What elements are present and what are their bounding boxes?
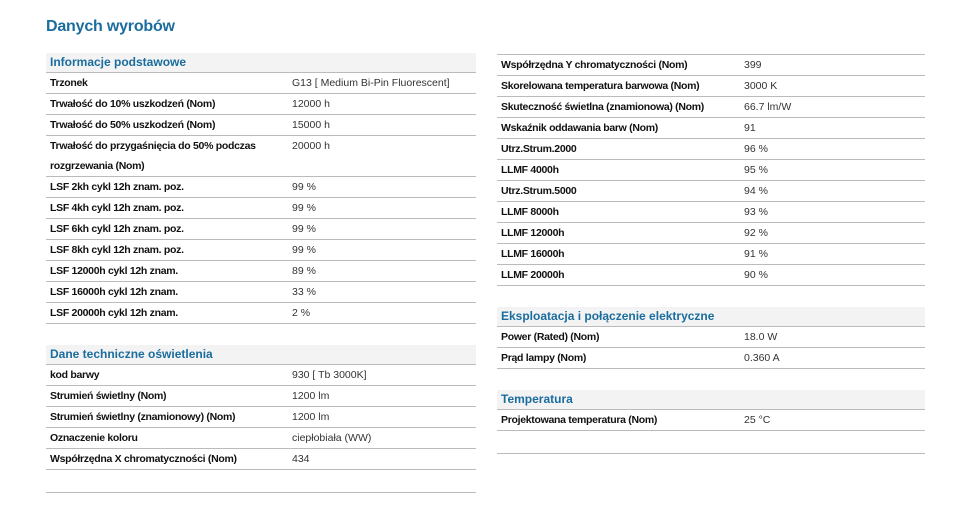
- row-value: 90 %: [744, 269, 768, 281]
- row-value: 93 %: [744, 206, 768, 218]
- section-basic-info: [46, 53, 476, 324]
- row-value: 930 [ Tb 3000K]: [292, 369, 367, 381]
- table-row: [497, 348, 925, 369]
- row-value: 1200 lm: [292, 390, 330, 402]
- row-value: 99 %: [292, 202, 316, 214]
- row-label: Trwałość do 10% uszkodzeń (Nom): [50, 98, 216, 110]
- row-value: 91: [744, 122, 756, 134]
- row-label: LSF 4kh cykl 12h znam. poz.: [50, 202, 184, 214]
- table-row: [497, 118, 925, 139]
- table-row: [46, 407, 476, 428]
- table-row: [497, 244, 925, 265]
- row-label: LLMF 8000h: [501, 206, 559, 218]
- row-label: Utrz.Strum.5000: [501, 185, 577, 197]
- row-label: LSF 6kh cykl 12h znam. poz.: [50, 223, 184, 235]
- row-value: 33 %: [292, 286, 316, 298]
- table-row: [497, 76, 925, 97]
- table-row: [497, 160, 925, 181]
- row-label: Wskaźnik oddawania barw (Nom): [501, 122, 658, 134]
- table-row: [46, 449, 476, 470]
- section-heading: Dane techniczne oświetlenia: [46, 345, 476, 365]
- row-value: 95 %: [744, 164, 768, 176]
- section-temperature: [497, 390, 925, 454]
- table-row: [46, 198, 476, 219]
- section-heading: Eksploatacja i połączenie elektryczne: [497, 307, 925, 327]
- table-row: [497, 139, 925, 160]
- table-row: [497, 265, 925, 286]
- row-label: Trwałość do 50% uszkodzeń (Nom): [50, 119, 216, 131]
- row-label: LLMF 4000h: [501, 164, 559, 176]
- section-lighting-continued: [497, 53, 925, 286]
- row-value: 0.360 A: [744, 352, 780, 364]
- row-value: ciepłobiała (WW): [292, 432, 372, 444]
- row-label: Trzonek: [50, 77, 88, 89]
- row-label: Współrzędna Y chromatyczności (Nom): [501, 59, 688, 71]
- section-heading: Temperatura: [497, 390, 925, 410]
- table-row: [497, 223, 925, 244]
- table-row: [46, 365, 476, 386]
- row-value: 99 %: [292, 223, 316, 235]
- right-column: [497, 53, 925, 475]
- row-label: Oznaczenie koloru: [50, 432, 138, 444]
- table-row: [497, 410, 925, 431]
- row-value: G13 [ Medium Bi-Pin Fluorescent]: [292, 77, 450, 89]
- section-electrical: [497, 307, 925, 369]
- table-row: [46, 386, 476, 407]
- row-value: 92 %: [744, 227, 768, 239]
- row-value: 66.7 lm/W: [744, 101, 792, 113]
- row-label: Strumień świetlny (znamionowy) (Nom): [50, 411, 236, 423]
- row-label: LSF 12000h cykl 12h znam.: [50, 265, 178, 277]
- table-row: [46, 115, 476, 136]
- row-label: Współrzędna X chromatyczności (Nom): [50, 453, 237, 465]
- row-value: 25 °C: [744, 414, 771, 426]
- left-column: [46, 53, 476, 514]
- table-row: [497, 202, 925, 223]
- table-row: [497, 327, 925, 348]
- row-value: 15000 h: [292, 119, 330, 131]
- row-value: 18.0 W: [744, 331, 778, 343]
- row-label: Projektowana temperatura (Nom): [501, 414, 658, 426]
- row-value: 89 %: [292, 265, 316, 277]
- table-row: [497, 181, 925, 202]
- row-label: LLMF 16000h: [501, 248, 565, 260]
- row-value: 91 %: [744, 248, 768, 260]
- row-label: LSF 16000h cykl 12h znam.: [50, 286, 178, 298]
- row-value: 434: [292, 453, 310, 465]
- section-heading: Informacje podstawowe: [46, 53, 476, 73]
- row-label: Skuteczność świetlna (znamionowa) (Nom): [501, 101, 704, 113]
- row-label: LLMF 12000h: [501, 227, 565, 239]
- row-value: 99 %: [292, 244, 316, 256]
- row-label: LLMF 20000h: [501, 269, 565, 281]
- row-label: Trwałość do przygaśnięcia do 50% podczas rozgrzewania (Nom): [50, 140, 256, 172]
- row-value: 94 %: [744, 185, 768, 197]
- table-row: [46, 136, 476, 177]
- row-label: Skorelowana temperatura barwowa (Nom): [501, 80, 700, 92]
- table-row: [46, 428, 476, 449]
- table-row: [46, 303, 476, 324]
- row-label: LSF 8kh cykl 12h znam. poz.: [50, 244, 184, 256]
- row-label: Strumień świetlny (Nom): [50, 390, 167, 402]
- table-row: [46, 261, 476, 282]
- table-row: [497, 55, 925, 76]
- row-value: 3000 K: [744, 80, 778, 92]
- table-row: [46, 94, 476, 115]
- table-row: [46, 73, 476, 94]
- row-label: Utrz.Strum.2000: [501, 143, 577, 155]
- row-value: 96 %: [744, 143, 768, 155]
- row-value: 12000 h: [292, 98, 330, 110]
- table-row: [46, 282, 476, 303]
- row-label: kod barwy: [50, 369, 100, 381]
- row-label: LSF 20000h cykl 12h znam.: [50, 307, 178, 319]
- table-row: [46, 240, 476, 261]
- row-label: LSF 2kh cykl 12h znam. poz.: [50, 181, 184, 193]
- row-label: Power (Rated) (Nom): [501, 331, 600, 343]
- row-label: Prąd lampy (Nom): [501, 352, 587, 364]
- table-row: [497, 97, 925, 118]
- table-row: [46, 219, 476, 240]
- row-value: 399: [744, 59, 762, 71]
- row-value: 2 %: [292, 307, 311, 319]
- section-lighting: [46, 345, 476, 493]
- row-value: 20000 h: [292, 140, 330, 152]
- row-value: 99 %: [292, 181, 316, 193]
- page-title: Danych wyrobów: [46, 18, 175, 35]
- table-row: [46, 177, 476, 198]
- row-value: 1200 lm: [292, 411, 330, 423]
